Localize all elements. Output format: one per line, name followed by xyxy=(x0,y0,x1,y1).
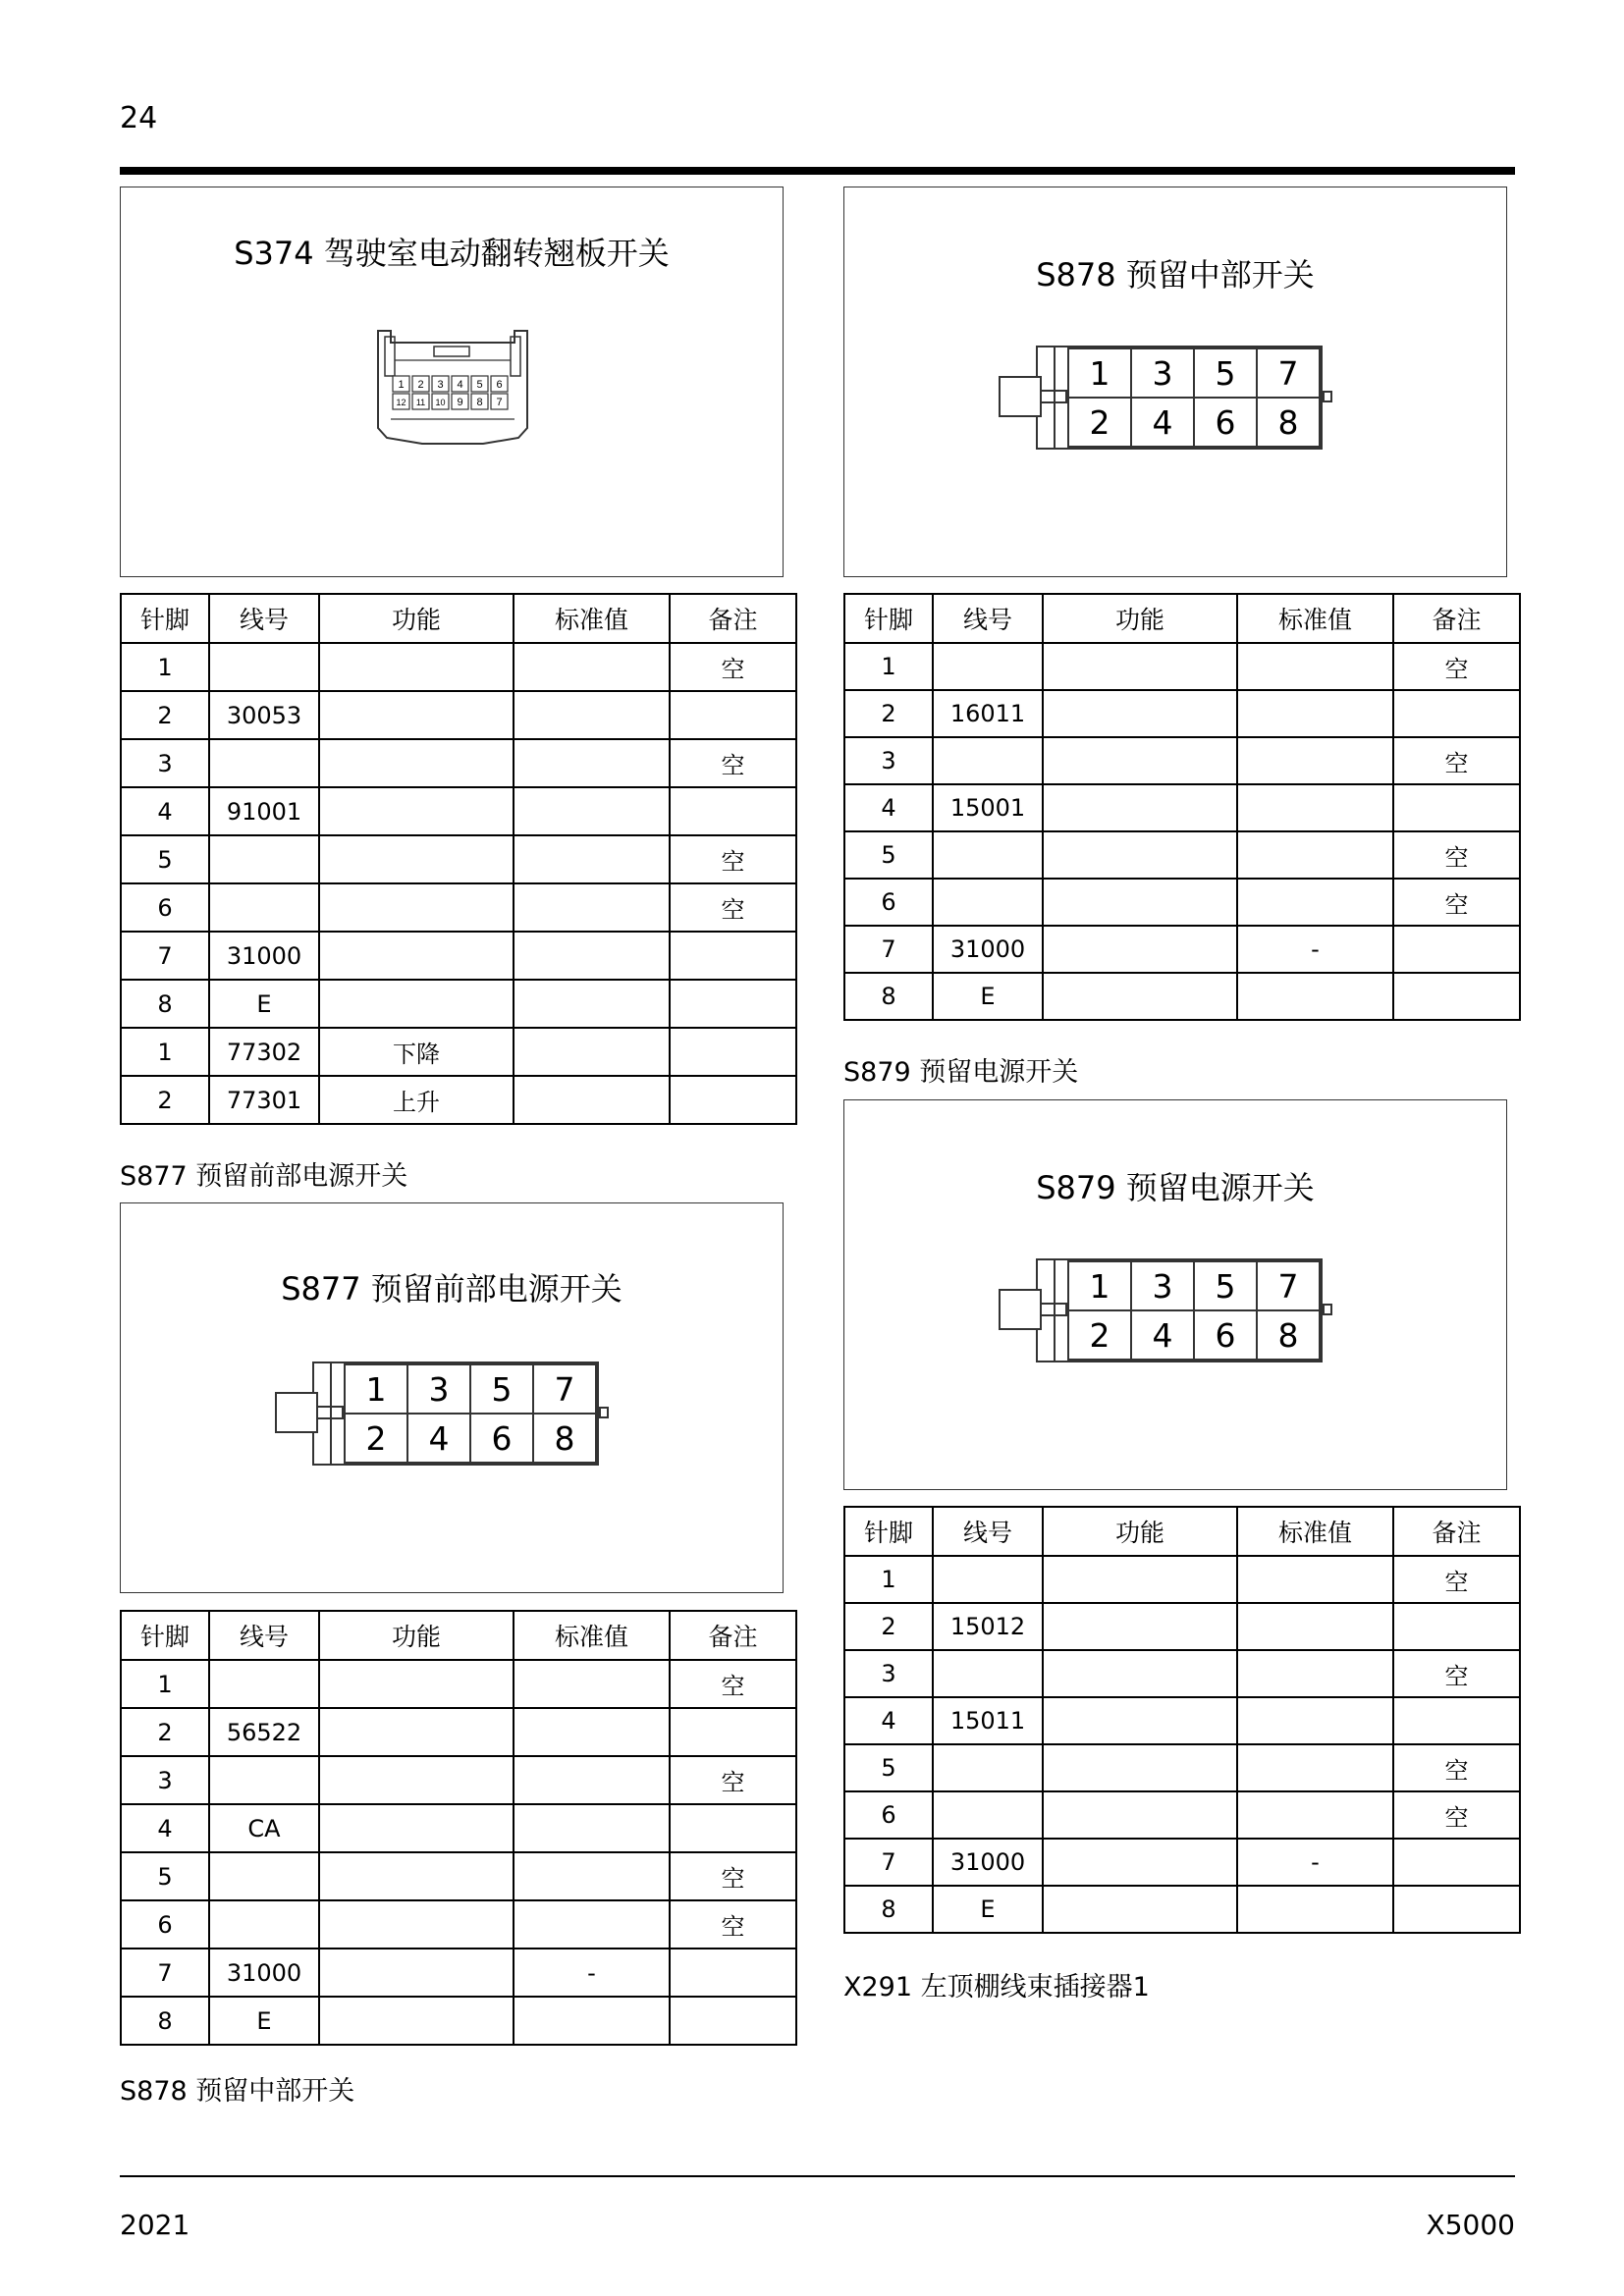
connector-pin-grid xyxy=(344,1363,597,1464)
connector-pin-number: 2 xyxy=(345,1414,407,1463)
cell-std xyxy=(1237,1603,1393,1650)
connector-pin-number: 3 xyxy=(1131,1261,1194,1310)
s879-connector xyxy=(999,1258,1334,1362)
cell-note xyxy=(670,1997,796,2045)
cell-wire xyxy=(209,883,319,932)
connector-pin-number: 4 xyxy=(1131,398,1194,447)
table-row xyxy=(844,1744,1520,1791)
cell-std xyxy=(514,883,670,932)
cell-note xyxy=(670,1804,796,1852)
s878-diagram-title: S878 预留中部开关 xyxy=(1036,256,1315,294)
connector-pin-number: 2 xyxy=(1068,1310,1131,1360)
connector-nub xyxy=(1323,1304,1332,1315)
cell-note xyxy=(1393,1839,1520,1886)
cell-std xyxy=(514,1660,670,1708)
connector-pin-number: 3 xyxy=(437,379,444,391)
cell-std xyxy=(514,932,670,980)
cell-std xyxy=(514,643,670,691)
table-row xyxy=(121,1756,796,1804)
table-row xyxy=(844,1697,1520,1744)
cell-pin: 4 xyxy=(121,1804,209,1852)
cell-std xyxy=(514,787,670,835)
table-row xyxy=(844,1603,1520,1650)
cell-pin: 3 xyxy=(121,739,209,787)
table-row xyxy=(844,831,1520,879)
cell-func xyxy=(319,691,514,739)
s877-caption: S877 预留前部电源开关 xyxy=(120,1161,408,1192)
cell-wire xyxy=(933,1744,1043,1791)
table-row xyxy=(121,643,796,691)
cell-std xyxy=(1237,879,1393,926)
cell-wire: 16011 xyxy=(933,690,1043,737)
table-row xyxy=(121,1804,796,1852)
page-number: 24 xyxy=(120,101,158,135)
cell-pin: 1 xyxy=(121,1660,209,1708)
header-pin: 针脚 xyxy=(844,594,933,643)
cell-func xyxy=(1043,1886,1237,1933)
cell-note xyxy=(1393,1603,1520,1650)
cell-func xyxy=(1043,973,1237,1020)
header-rule xyxy=(120,167,1515,175)
connector-pin-number: 8 xyxy=(1257,398,1320,447)
s878-diagram xyxy=(843,187,1507,577)
s877-connector xyxy=(275,1362,611,1466)
connector-pin-number: 10 xyxy=(435,398,446,407)
connector-pin-number: 7 xyxy=(1257,348,1320,398)
table-row xyxy=(844,973,1520,1020)
table-row xyxy=(121,835,796,883)
connector-pin-number: 6 xyxy=(496,379,503,391)
connector-pin-number: 5 xyxy=(476,379,483,391)
cell-pin: 3 xyxy=(844,737,933,784)
connector-pin-number: 7 xyxy=(533,1364,596,1414)
cell-note xyxy=(1393,1697,1520,1744)
connector-pin-grid xyxy=(1067,347,1321,448)
connector-pin-number: 5 xyxy=(470,1364,533,1414)
cell-pin: 5 xyxy=(844,1744,933,1791)
header-function: 功能 xyxy=(1043,594,1237,643)
cell-func xyxy=(319,835,514,883)
cell-func xyxy=(1043,737,1237,784)
cell-pin: 6 xyxy=(121,1900,209,1949)
header-pin: 针脚 xyxy=(121,594,209,643)
cell-note xyxy=(1393,1886,1520,1933)
cell-func xyxy=(1043,1839,1237,1886)
connector-pin-number: 4 xyxy=(407,1414,470,1463)
cell-func xyxy=(319,1949,514,1997)
connector-pin-number: 12 xyxy=(396,398,406,407)
cell-wire: 30053 xyxy=(209,691,319,739)
table-row xyxy=(121,1997,796,2045)
cell-pin: 2 xyxy=(121,1076,209,1124)
header-note: 备注 xyxy=(670,594,796,643)
cell-wire: 56522 xyxy=(209,1708,319,1756)
cell-wire xyxy=(933,879,1043,926)
cell-func xyxy=(319,739,514,787)
cell-std xyxy=(1237,784,1393,831)
cell-note: 空 xyxy=(1393,831,1520,879)
connector-pin-number: 2 xyxy=(417,379,424,391)
cell-wire xyxy=(933,1791,1043,1839)
cell-std xyxy=(514,1756,670,1804)
connector-pin-number: 3 xyxy=(407,1364,470,1414)
cell-std xyxy=(1237,1791,1393,1839)
cell-func xyxy=(319,1804,514,1852)
header-note: 备注 xyxy=(1393,594,1520,643)
table-row xyxy=(844,1886,1520,1933)
header-note: 备注 xyxy=(1393,1507,1520,1556)
cell-std xyxy=(514,739,670,787)
cell-func xyxy=(319,643,514,691)
table-row xyxy=(121,1660,796,1708)
footer-model: X5000 xyxy=(1426,2209,1515,2241)
connector-pin-number: 5 xyxy=(1194,1261,1257,1310)
cell-wire: 77302 xyxy=(209,1028,319,1076)
cell-std xyxy=(1237,1744,1393,1791)
cell-pin: 1 xyxy=(844,643,933,690)
connector-pin-number: 1 xyxy=(1068,348,1131,398)
cell-note xyxy=(670,691,796,739)
cell-note: 空 xyxy=(1393,1744,1520,1791)
cell-note xyxy=(670,1949,796,1997)
connector-latch xyxy=(999,376,1042,417)
cell-pin: 7 xyxy=(844,1839,933,1886)
connector-pin-number: 4 xyxy=(1131,1310,1194,1360)
header-function: 功能 xyxy=(1043,1507,1237,1556)
connector-pin-number: 8 xyxy=(476,397,483,408)
table-row xyxy=(844,926,1520,973)
cell-func xyxy=(1043,1650,1237,1697)
connector-latch xyxy=(275,1392,318,1433)
cell-func xyxy=(1043,831,1237,879)
connector-latch xyxy=(999,1289,1042,1330)
connector-pin-number: 5 xyxy=(1194,348,1257,398)
header-wire: 线号 xyxy=(209,594,319,643)
cell-func xyxy=(1043,643,1237,690)
cell-note xyxy=(1393,926,1520,973)
cell-func xyxy=(1043,1556,1237,1603)
cell-std xyxy=(514,980,670,1028)
header-note: 备注 xyxy=(670,1611,796,1660)
cell-std xyxy=(514,1076,670,1124)
cell-func xyxy=(1043,784,1237,831)
cell-note xyxy=(1393,784,1520,831)
cell-func xyxy=(319,1708,514,1756)
cell-note xyxy=(1393,973,1520,1020)
cell-wire xyxy=(933,831,1043,879)
s878-connector xyxy=(999,346,1334,450)
cell-wire xyxy=(933,1650,1043,1697)
connector-pin-grid xyxy=(1067,1260,1321,1361)
table-row xyxy=(844,1839,1520,1886)
cell-func xyxy=(319,1900,514,1949)
x291-caption: X291 左顶棚线束插接器1 xyxy=(843,1972,1150,2002)
cell-wire: 15012 xyxy=(933,1603,1043,1650)
cell-std: - xyxy=(514,1949,670,1997)
cell-func xyxy=(319,787,514,835)
table-row xyxy=(844,1650,1520,1697)
cell-wire xyxy=(209,643,319,691)
s879-diagram xyxy=(843,1099,1507,1490)
cell-std xyxy=(514,1708,670,1756)
connector-pin-number: 9 xyxy=(457,397,463,408)
s374-diagram xyxy=(120,187,784,577)
table-row xyxy=(844,737,1520,784)
s878-pin-table xyxy=(843,593,1521,1021)
cell-pin: 7 xyxy=(844,926,933,973)
cell-pin: 4 xyxy=(844,1697,933,1744)
cell-pin: 1 xyxy=(844,1556,933,1603)
cell-wire: E xyxy=(933,973,1043,1020)
cell-wire: 31000 xyxy=(933,926,1043,973)
table-row xyxy=(121,1852,796,1900)
table-row xyxy=(121,980,796,1028)
cell-pin: 7 xyxy=(121,932,209,980)
cell-func xyxy=(1043,1791,1237,1839)
table-row xyxy=(844,1791,1520,1839)
cell-func xyxy=(319,1852,514,1900)
cell-wire: 77301 xyxy=(209,1076,319,1124)
cell-func xyxy=(319,1660,514,1708)
cell-note xyxy=(670,1708,796,1756)
cell-func xyxy=(319,1756,514,1804)
cell-wire xyxy=(209,1756,319,1804)
connector-pin-number: 6 xyxy=(1194,398,1257,447)
s374-pin-table xyxy=(120,593,797,1125)
cell-std xyxy=(1237,1697,1393,1744)
s878-caption-bottom: S878 预留中部开关 xyxy=(120,2076,355,2107)
s374-diagram-title: S374 驾驶室电动翻转翘板开关 xyxy=(234,235,670,272)
cell-wire: 31000 xyxy=(933,1839,1043,1886)
header-standard-value: 标准值 xyxy=(514,1611,670,1660)
cell-std xyxy=(1237,1886,1393,1933)
cell-pin: 3 xyxy=(121,1756,209,1804)
connector-tab xyxy=(1042,1303,1067,1316)
cell-note: 空 xyxy=(1393,1556,1520,1603)
table-row xyxy=(844,784,1520,831)
cell-wire: E xyxy=(933,1886,1043,1933)
cell-pin: 5 xyxy=(844,831,933,879)
cell-wire xyxy=(209,1852,319,1900)
table-row xyxy=(844,643,1520,690)
cell-wire xyxy=(209,1660,319,1708)
table-row xyxy=(844,1556,1520,1603)
cell-func xyxy=(319,980,514,1028)
cell-note: 空 xyxy=(1393,879,1520,926)
table-row xyxy=(121,1076,796,1124)
cell-wire xyxy=(209,835,319,883)
cell-pin: 4 xyxy=(844,784,933,831)
connector-pin-number: 8 xyxy=(533,1414,596,1463)
s879-caption: S879 预留电源开关 xyxy=(843,1057,1079,1088)
cell-std xyxy=(514,1028,670,1076)
table-row xyxy=(121,883,796,932)
cell-std xyxy=(514,1997,670,2045)
cell-std xyxy=(1237,973,1393,1020)
cell-std xyxy=(1237,690,1393,737)
header-standard-value: 标准值 xyxy=(1237,1507,1393,1556)
table-row xyxy=(121,691,796,739)
header-wire: 线号 xyxy=(933,1507,1043,1556)
cell-note: 空 xyxy=(1393,643,1520,690)
cell-note: 空 xyxy=(670,643,796,691)
cell-wire xyxy=(209,1900,319,1949)
table-row xyxy=(121,787,796,835)
cell-func: 下降 xyxy=(319,1028,514,1076)
connector-pin-number: 11 xyxy=(415,398,426,407)
cell-std xyxy=(1237,737,1393,784)
connector-pin-number: 7 xyxy=(1257,1261,1320,1310)
cell-note: 空 xyxy=(670,1852,796,1900)
cell-pin: 7 xyxy=(121,1949,209,1997)
cell-pin: 8 xyxy=(121,1997,209,2045)
cell-note: 空 xyxy=(670,835,796,883)
connector-pin-number: 3 xyxy=(1131,348,1194,398)
cell-func xyxy=(319,883,514,932)
cell-note: 空 xyxy=(670,1900,796,1949)
s877-diagram xyxy=(120,1202,784,1593)
header-standard-value: 标准值 xyxy=(1237,594,1393,643)
footer-year: 2021 xyxy=(120,2209,190,2241)
cell-func: 上升 xyxy=(319,1076,514,1124)
cell-pin: 6 xyxy=(844,879,933,926)
cell-func xyxy=(1043,926,1237,973)
cell-note: 空 xyxy=(670,1660,796,1708)
cell-wire: 31000 xyxy=(209,932,319,980)
cell-pin: 8 xyxy=(844,973,933,1020)
cell-pin: 3 xyxy=(844,1650,933,1697)
cell-note: 空 xyxy=(1393,737,1520,784)
cell-note: 空 xyxy=(670,1756,796,1804)
header-wire: 线号 xyxy=(933,594,1043,643)
cell-wire: E xyxy=(209,1997,319,2045)
cell-note: 空 xyxy=(1393,1791,1520,1839)
cell-pin: 1 xyxy=(121,1028,209,1076)
s877-pin-table xyxy=(120,1610,797,2046)
cell-wire: E xyxy=(209,980,319,1028)
table-row xyxy=(121,1708,796,1756)
header-wire: 线号 xyxy=(209,1611,319,1660)
table-row xyxy=(121,1949,796,1997)
cell-func xyxy=(1043,1603,1237,1650)
cell-note xyxy=(1393,690,1520,737)
cell-func xyxy=(1043,690,1237,737)
s877-diagram-title: S877 预留前部电源开关 xyxy=(281,1270,623,1308)
cell-pin: 8 xyxy=(844,1886,933,1933)
cell-std xyxy=(1237,1556,1393,1603)
cell-note xyxy=(670,1028,796,1076)
cell-note xyxy=(670,932,796,980)
connector-pin-number: 8 xyxy=(1257,1310,1320,1360)
cell-pin: 2 xyxy=(121,691,209,739)
table-row xyxy=(844,879,1520,926)
cell-std xyxy=(1237,1650,1393,1697)
connector-pin-number: 2 xyxy=(1068,398,1131,447)
s374-connector-icon xyxy=(373,325,532,447)
cell-func xyxy=(319,1997,514,2045)
cell-pin: 5 xyxy=(121,1852,209,1900)
cell-func xyxy=(319,932,514,980)
cell-wire xyxy=(933,737,1043,784)
connector-nub xyxy=(599,1407,609,1418)
cell-wire: 31000 xyxy=(209,1949,319,1997)
cell-pin: 4 xyxy=(121,787,209,835)
cell-pin: 5 xyxy=(121,835,209,883)
connector-pin-number: 1 xyxy=(398,379,405,391)
cell-pin: 2 xyxy=(844,1603,933,1650)
table-row xyxy=(121,1028,796,1076)
cell-wire xyxy=(933,643,1043,690)
cell-note xyxy=(670,1076,796,1124)
table-row xyxy=(121,932,796,980)
cell-note: 空 xyxy=(670,883,796,932)
cell-std xyxy=(514,691,670,739)
cell-std: - xyxy=(1237,1839,1393,1886)
cell-func xyxy=(1043,1744,1237,1791)
cell-func xyxy=(1043,1697,1237,1744)
table-row xyxy=(121,739,796,787)
cell-std xyxy=(1237,831,1393,879)
connector-tab xyxy=(1042,390,1067,403)
s879-diagram-title: S879 预留电源开关 xyxy=(1036,1169,1315,1206)
cell-wire: 15001 xyxy=(933,784,1043,831)
cell-note: 空 xyxy=(1393,1650,1520,1697)
cell-std xyxy=(514,1900,670,1949)
connector-pin-number: 1 xyxy=(345,1364,407,1414)
connector-tab xyxy=(318,1406,344,1419)
cell-wire: CA xyxy=(209,1804,319,1852)
cell-func xyxy=(1043,879,1237,926)
connector-pin-number: 1 xyxy=(1068,1261,1131,1310)
connector-pin-number: 7 xyxy=(496,397,503,408)
cell-pin: 2 xyxy=(844,690,933,737)
cell-pin: 8 xyxy=(121,980,209,1028)
cell-pin: 2 xyxy=(121,1708,209,1756)
header-pin: 针脚 xyxy=(121,1611,209,1660)
cell-wire: 15011 xyxy=(933,1697,1043,1744)
cell-note xyxy=(670,787,796,835)
cell-note: 空 xyxy=(670,739,796,787)
connector-pin-number: 4 xyxy=(457,379,463,391)
connector-nub xyxy=(1323,391,1332,402)
cell-std xyxy=(1237,643,1393,690)
cell-std xyxy=(514,1804,670,1852)
cell-std xyxy=(514,835,670,883)
cell-wire xyxy=(933,1556,1043,1603)
header-pin: 针脚 xyxy=(844,1507,933,1556)
cell-std: - xyxy=(1237,926,1393,973)
connector-pin-number: 6 xyxy=(470,1414,533,1463)
cell-wire xyxy=(209,739,319,787)
cell-pin: 1 xyxy=(121,643,209,691)
cell-std xyxy=(514,1852,670,1900)
connector-pin-number: 6 xyxy=(1194,1310,1257,1360)
footer-rule xyxy=(120,2175,1515,2177)
s879-pin-table xyxy=(843,1506,1521,1934)
table-row xyxy=(121,1900,796,1949)
header-function: 功能 xyxy=(319,594,514,643)
table-row xyxy=(844,690,1520,737)
cell-wire: 91001 xyxy=(209,787,319,835)
header-function: 功能 xyxy=(319,1611,514,1660)
cell-pin: 6 xyxy=(844,1791,933,1839)
header-standard-value: 标准值 xyxy=(514,594,670,643)
cell-note xyxy=(670,980,796,1028)
cell-pin: 6 xyxy=(121,883,209,932)
